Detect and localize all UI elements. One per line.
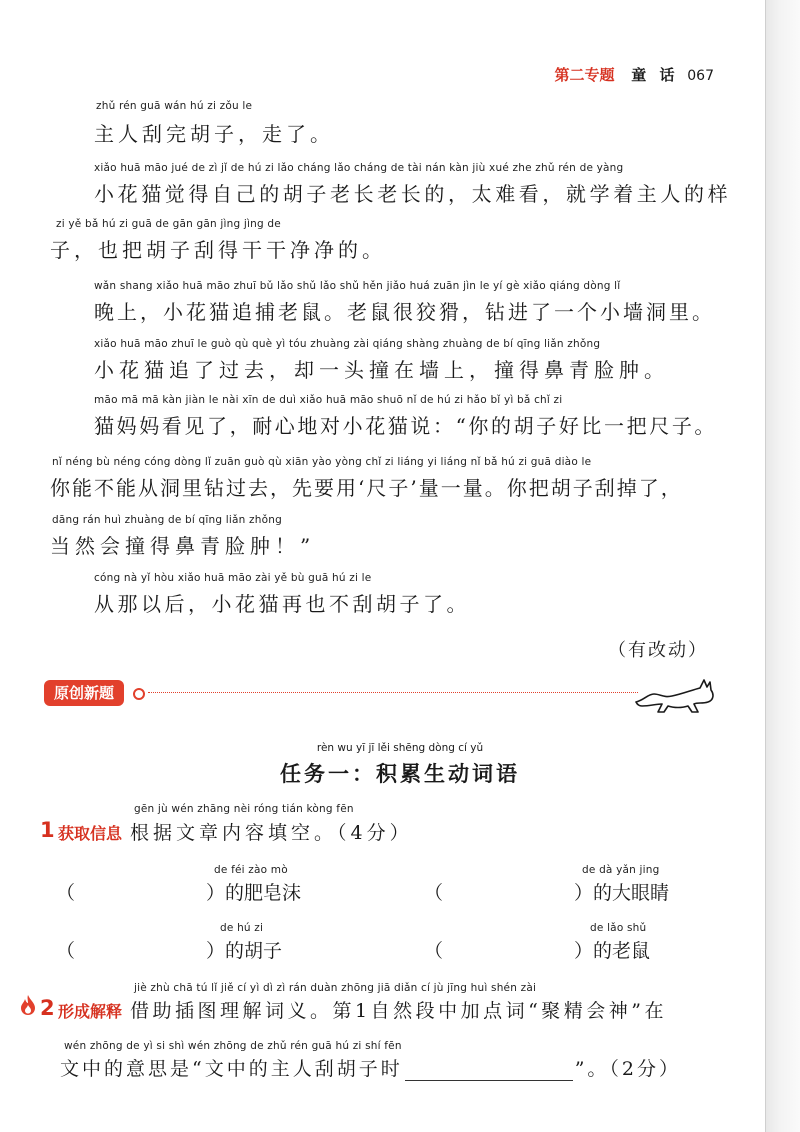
story-line-1: 主人刮完胡子，走了。 bbox=[94, 122, 334, 146]
dotted-divider bbox=[148, 692, 638, 693]
q1-item-1-pinyin: de féi zào mò bbox=[214, 864, 288, 876]
q1-item-1-text: ）的肥皂沫 bbox=[206, 882, 302, 904]
q2-number: 2 bbox=[40, 996, 55, 1020]
story-pinyin-2: xiǎo huā māo jué de zì jǐ de hú zi lǎo cháng lǎo cháng de tài nán kàn jiù xué zhe zhǔ rén de yàng bbox=[94, 162, 624, 174]
story-line-7: 你能不能从洞里钻过去，先要用‘尺子’量一量。你把胡子刮掉了， bbox=[50, 476, 683, 500]
task-title: 任务一：积累生动词语 bbox=[280, 762, 520, 786]
page-edge bbox=[765, 0, 800, 1132]
header-topic: 第二专题 bbox=[554, 66, 615, 84]
story-line-6: 猫妈妈看见了，耐心地对小花猫说：“你的胡子好比一把尺子。 bbox=[94, 414, 718, 438]
source-note: （有改动） bbox=[608, 640, 708, 661]
badge-dot-icon bbox=[133, 688, 145, 700]
cat-silhouette-icon bbox=[634, 674, 718, 716]
page-number: 067 bbox=[687, 68, 714, 84]
q1-item-1 bbox=[56, 878, 301, 905]
q2-prompt-line-2 bbox=[60, 1054, 681, 1081]
story-pinyin-8: dāng rán huì zhuàng de bí qīng liǎn zhǒng bbox=[52, 514, 282, 526]
q1-item-2-pinyin: de dà yǎn jing bbox=[582, 864, 660, 876]
story-line-5: 小花猫追了过去，却一头撞在墙上，撞得鼻青脸肿。 bbox=[94, 358, 669, 382]
story-line-8: 当然会撞得鼻青脸肿！” bbox=[50, 534, 316, 558]
q1-prompt: 根据文章内容填空。（4分） bbox=[130, 822, 413, 844]
flame-icon bbox=[20, 994, 36, 1016]
running-header bbox=[554, 64, 714, 85]
q1-item-1-blank[interactable]: （ bbox=[56, 882, 76, 904]
q1-item-4-text: ）的老鼠 bbox=[574, 940, 651, 962]
q1-item-4-blank[interactable]: （ bbox=[424, 940, 444, 962]
section-badge: 原创新题 bbox=[44, 680, 124, 706]
q2-pinyin-2: wén zhōng de yì si shì wén zhōng de zhǔ rén guā hú zi shí fēn bbox=[64, 1040, 402, 1052]
story-pinyin-4: wǎn shang xiǎo huā māo zhuī bǔ lǎo shǔ lǎo shǔ hěn jiǎo huá zuān jìn le yí gè xiǎo qiáng dòng lǐ bbox=[94, 280, 621, 292]
q1-item-3 bbox=[56, 936, 282, 963]
q2-answer-blank[interactable] bbox=[405, 1060, 573, 1081]
q1-item-3-blank[interactable]: （ bbox=[56, 940, 76, 962]
q2-prompt-line-1: 借助插图理解词义。第1自然段中加点词“聚精会神”在 bbox=[130, 1000, 668, 1022]
story-pinyin-5: xiǎo huā māo zhuī le guò qù què yì tóu zhuàng zài qiáng shàng zhuàng de bí qīng liǎn zhǒng bbox=[94, 338, 601, 350]
q2-pinyin-1: jiè zhù chā tú lǐ jiě cí yì dì zì rán duàn zhōng jiā diǎn cí jù jīng huì shén zài bbox=[134, 982, 537, 994]
q1-number: 1 bbox=[40, 818, 55, 842]
story-line-9: 从那以后，小花猫再也不刮胡子了。 bbox=[94, 592, 470, 616]
story-pinyin-7: nǐ néng bù néng cóng dòng lǐ zuān guò qù xiān yào yòng chǐ zi liáng yi liáng nǐ bǎ hú zi guā diào le bbox=[52, 456, 592, 468]
q1-item-2 bbox=[424, 878, 669, 905]
q1-pinyin: gēn jù wén zhāng nèi róng tián kòng fēn bbox=[134, 803, 354, 815]
story-pinyin-1: zhǔ rén guā wán hú zi zǒu le bbox=[96, 100, 253, 112]
q1-item-2-text: ）的大眼睛 bbox=[574, 882, 670, 904]
q1-item-3-text: ）的胡子 bbox=[206, 940, 283, 962]
header-chapter: 童 话 bbox=[631, 66, 679, 84]
story-pinyin-3: zi yě bǎ hú zi guā de gān gān jìng jìng de bbox=[56, 218, 281, 230]
story-line-2: 小花猫觉得自己的胡子老长老长的，太难看，就学着主人的样 bbox=[94, 182, 732, 206]
task-title-pinyin: rèn wu yī jī lěi shēng dòng cí yǔ bbox=[316, 742, 484, 754]
q2-tag: 形成解释 bbox=[58, 1002, 123, 1021]
story-pinyin-6: māo mā mā kàn jiàn le nài xīn de duì xiǎo huā māo shuō nǐ de hú zi hǎo bǐ yì bǎ chǐ zi bbox=[94, 394, 563, 406]
q2-prompt-line-2-text: 文中的意思是“文中的主人刮胡子时 bbox=[60, 1058, 403, 1080]
q1-item-2-blank[interactable]: （ bbox=[424, 882, 444, 904]
q1-item-3-pinyin: de hú zi bbox=[220, 922, 264, 934]
story-pinyin-9: cóng nà yǐ hòu xiǎo huā māo zài yě bù guā hú zi le bbox=[94, 572, 372, 584]
q2-prompt-line-2-tail: ”。（2分） bbox=[574, 1058, 682, 1080]
q1-item-4-pinyin: de lǎo shǔ bbox=[590, 922, 647, 934]
q1-item-4 bbox=[424, 936, 650, 963]
story-line-4: 晚上，小花猫追捕老鼠。老鼠很狡猾，钻进了一个小墙洞里。 bbox=[94, 300, 715, 324]
q1-tag: 获取信息 bbox=[58, 824, 123, 843]
story-line-3: 子，也把胡子刮得干干净净的。 bbox=[50, 238, 386, 262]
